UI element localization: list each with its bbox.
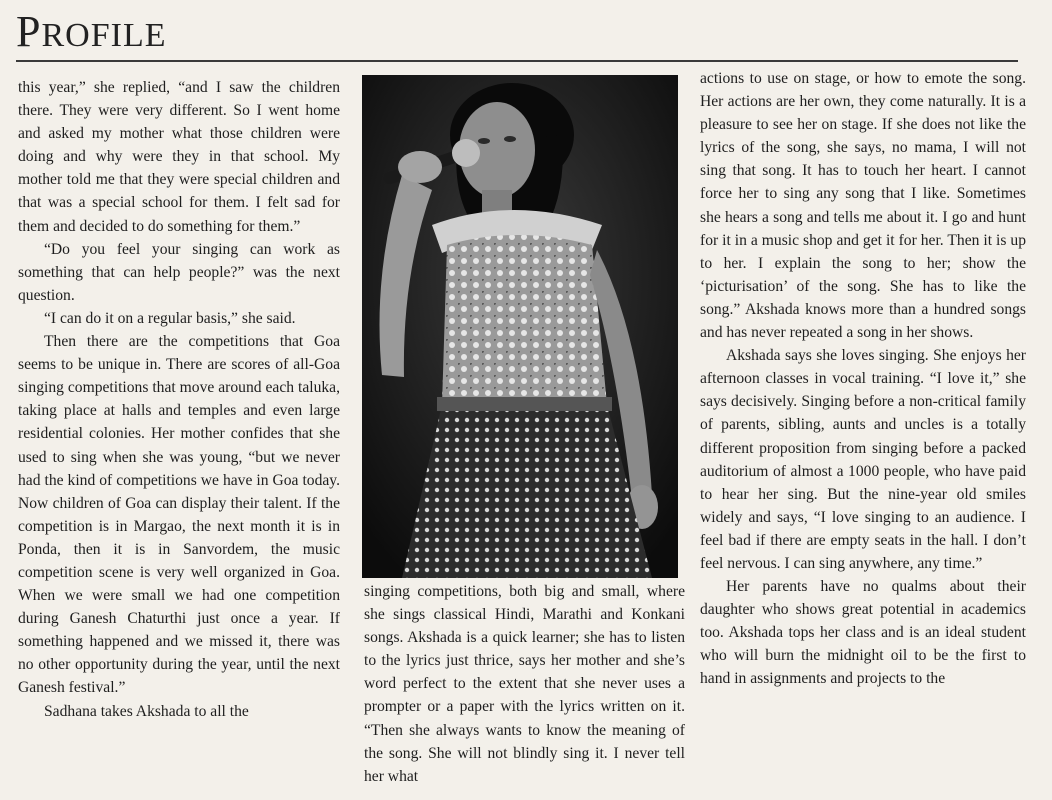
column-left (18, 76, 340, 723)
paragraph: “I can do it on a regular basis,” she said. (44, 309, 296, 327)
paragraph: Her parents have no qualms about their daughter who shows great potential in academics too. Akshada tops her class and is an ideal student who will burn the midnight oil to be the first to hand in assignments and projects to the (700, 578, 1026, 688)
column-middle (364, 580, 685, 788)
singer-photo-icon (362, 75, 678, 578)
page-title (16, 6, 166, 62)
paragraph: this year,” she replied, “and I saw the children there. They were very different. So I went home and asked my mother what those children were doing and why were they in that school. My mother told me that they were special children and that was a special school for them. I felt sad for them and decided to do something for them.” (18, 79, 340, 235)
paragraph: actions to use on stage, or how to emote the song. Her actions are her own, they come naturally. It is a pleasure to see her on stage. If she does not like the lyrics of the song, she says, no mama, I will not sing that song. It has to touch her heart. I cannot force her to sing any song that I like. Sometimes she hears a song and tells me about it. I go and hunt for it in a music shop and get it for her. Then it is up to her. I explain the song to her; show the ‘picturisation’ of the song. She has to like the song.” Akshada knows more than a hundred songs and has never repeated a song in her shows. (700, 70, 1026, 342)
title-initial: P (16, 7, 42, 56)
paragraph: Akshada says she loves singing. She enjoys her afternoon classes in vocal training. “I love it,” she says decisively. Singing before a non-critical family of parents, sibling, aunts and uncles is a totally different proposition from singing before a packed auditorium of almost a 1000 people, who have paid to hear her sing. But the nine-year old smiles widely and says, “I love singing to an audience. I feel bad if there are empty seats in the hall. I don’t feel nervous. I can sing anywhere, any time.” (700, 347, 1026, 572)
paragraph: Then there are the competitions that Goa seems to be unique in. There are scores of all-Goa singing competitions that move around each taluka, taking place at halls and temples and even large residential colonies. Her mother confides that she used to sing when she was young, “but we never had the kind of competitions we have in Goa today. Now children of Goa can display their talent. If the competition is in Margao, the next month it is in Ponda, then it is in Sanvordem, the music competition scene is very well organized in Goa. When we were small we had one competition during Ganesh Chaturthi just once a year. If something happened and we missed it, there was no other opportunity during the year, until the next Ganesh festival.” (18, 333, 340, 697)
paragraph: singing competitions, both big and small, where she sings classical Hindi, Marathi and Konkani songs. Akshada is a quick learner; she has to listen to the lyrics just thrice, says her mother and she’s word perfect to the extent that she never uses a prompter or a paper with the lyrics written on it. “Then she always wants to know the meaning of the song. She will not blindly sing it. I never tell her what (364, 583, 685, 785)
paragraph: “Do you feel your singing can work as something that can help people?” was the next question. (18, 240, 340, 304)
paragraph: Sadhana takes Akshada to all the (44, 702, 249, 720)
singer-photo (362, 75, 678, 578)
column-right (700, 67, 1026, 691)
header-rule (16, 60, 1018, 62)
title-rest: ROFILE (41, 17, 167, 54)
